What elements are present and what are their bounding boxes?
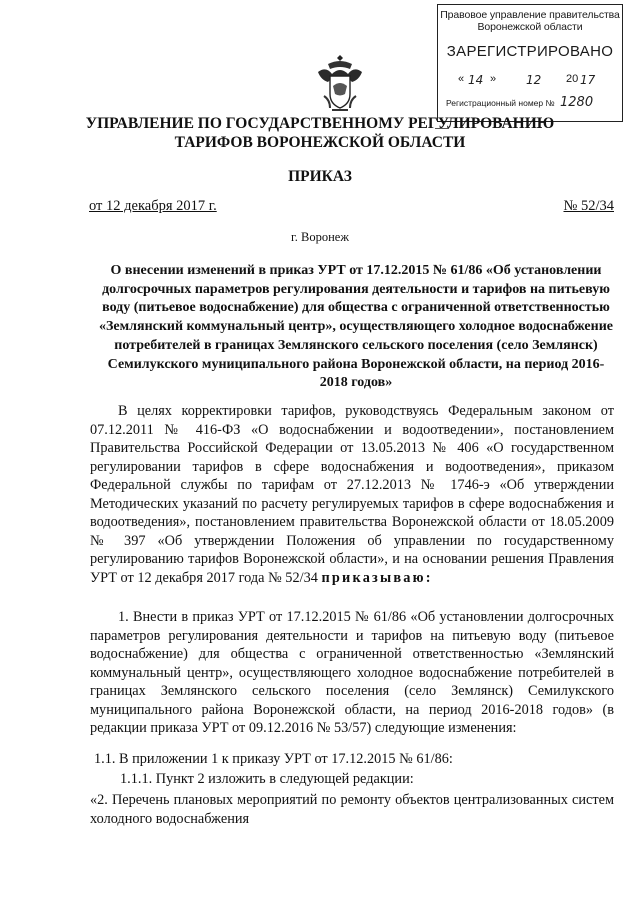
stamp-reg-number-line	[438, 95, 622, 110]
order-number: № 52/34	[563, 198, 614, 214]
page-title: УПРАВЛЕНИЕ ПО ГОСУДАРСТВЕННОМУ РЕГУЛИРОВАНИЮ ТАРИФОВ ВОРОНЕЖСКОЙ ОБЛАСТИ	[85, 115, 555, 151]
order-city: г. Воронеж	[291, 230, 349, 244]
stamp-organization: Правовое управление правительства Воронежской области	[440, 9, 620, 33]
stamp-reg-number: 1280	[560, 95, 594, 110]
stamp-year-prefix: 20	[566, 73, 579, 85]
stamp-registered-label: ЗАРЕГИСТРИРОВАНО	[446, 43, 614, 60]
preamble-paragraph	[90, 402, 614, 587]
stamp-year-suffix: 17	[580, 73, 596, 87]
voronezh-coat-of-arms-icon	[314, 52, 366, 114]
item-1-1-paragraph: 1.1. В приложении 1 к приказу УРТ от 17.12.2015 № 61/86:	[94, 751, 453, 767]
stamp-date: « 14 » 12 20 17	[458, 73, 596, 87]
stamp-reg-label: Регистрационный номер №	[446, 98, 555, 108]
registration-stamp	[437, 4, 623, 122]
preamble-text: В целях корректировки тарифов, руководствуясь Федеральным законом от 07.12.2011 № 416-ФЗ «О водоснабжении и водоотведении», постановлением Правительства Российской Федерации от 13.05.2013 № 406 «О государственном регулировании тарифов в сфере водоснабжения и водоотведения», приказом Федеральной службы по тарифам от 27.12.2013 № 1746-э «Об утверждении Методических указаний по расчету регулируемых тарифов в сфере водоснабжения и водоотведения», постановлением правительства Воронежской области от 18.05.2009 № 397 «Об утверждении Положения об управлении по государственному регулированию тарифов Воронежской области», и на основании решения Правления УРТ от 12 декабря 2017 года № 52/34	[90, 403, 614, 586]
order-verb: приказываю:	[321, 569, 433, 586]
order-date: от 12 декабря 2017 г.	[89, 198, 217, 214]
item-1-1-1-paragraph: 1.1.1. Пункт 2 изложить в следующей редакции:	[120, 771, 414, 787]
quoted-paragraph: «2. Перечень плановых мероприятий по ремонту объектов централизованных систем холодного водоснабжения	[90, 792, 614, 827]
order-subject: О внесении изменений в приказ УРТ от 17.12.2015 № 61/86 «Об установлении долгосрочных параметров регулирования деятельности и тарифов на питьевую воду (питьевое водоснабжение) для общества с ограниченной ответственностью «Землянский коммунальный центр», осуществляющего холодное водоснабжение потребителей в границах Землянского сельского поселения (село Землянск) Семилукского муниципального района Воронежской области, на период 2016-2018 годов»	[99, 263, 613, 391]
item-1-paragraph: 1. Внести в приказ УРТ от 17.12.2015 № 61/86 «Об установлении долгосрочных параметров регулирования деятельности и тарифов на питьевую воду (питьевое водоснабжение) для общества с ограниченной ответственностью «Землянский коммунальный центр», осуществляющего холодное водоснабжение потребителей в границах Землянского сельского поселения (село Землянск) Семилукского муниципального района Воронежской области, на период 2016-2018 годов» (в редакции приказа УРТ от 09.12.2016 № 53/57) следующие изменения:	[90, 609, 614, 736]
order-heading: ПРИКАЗ	[288, 168, 352, 185]
stamp-month: 12	[526, 73, 542, 87]
stamp-day: 14	[468, 73, 484, 87]
